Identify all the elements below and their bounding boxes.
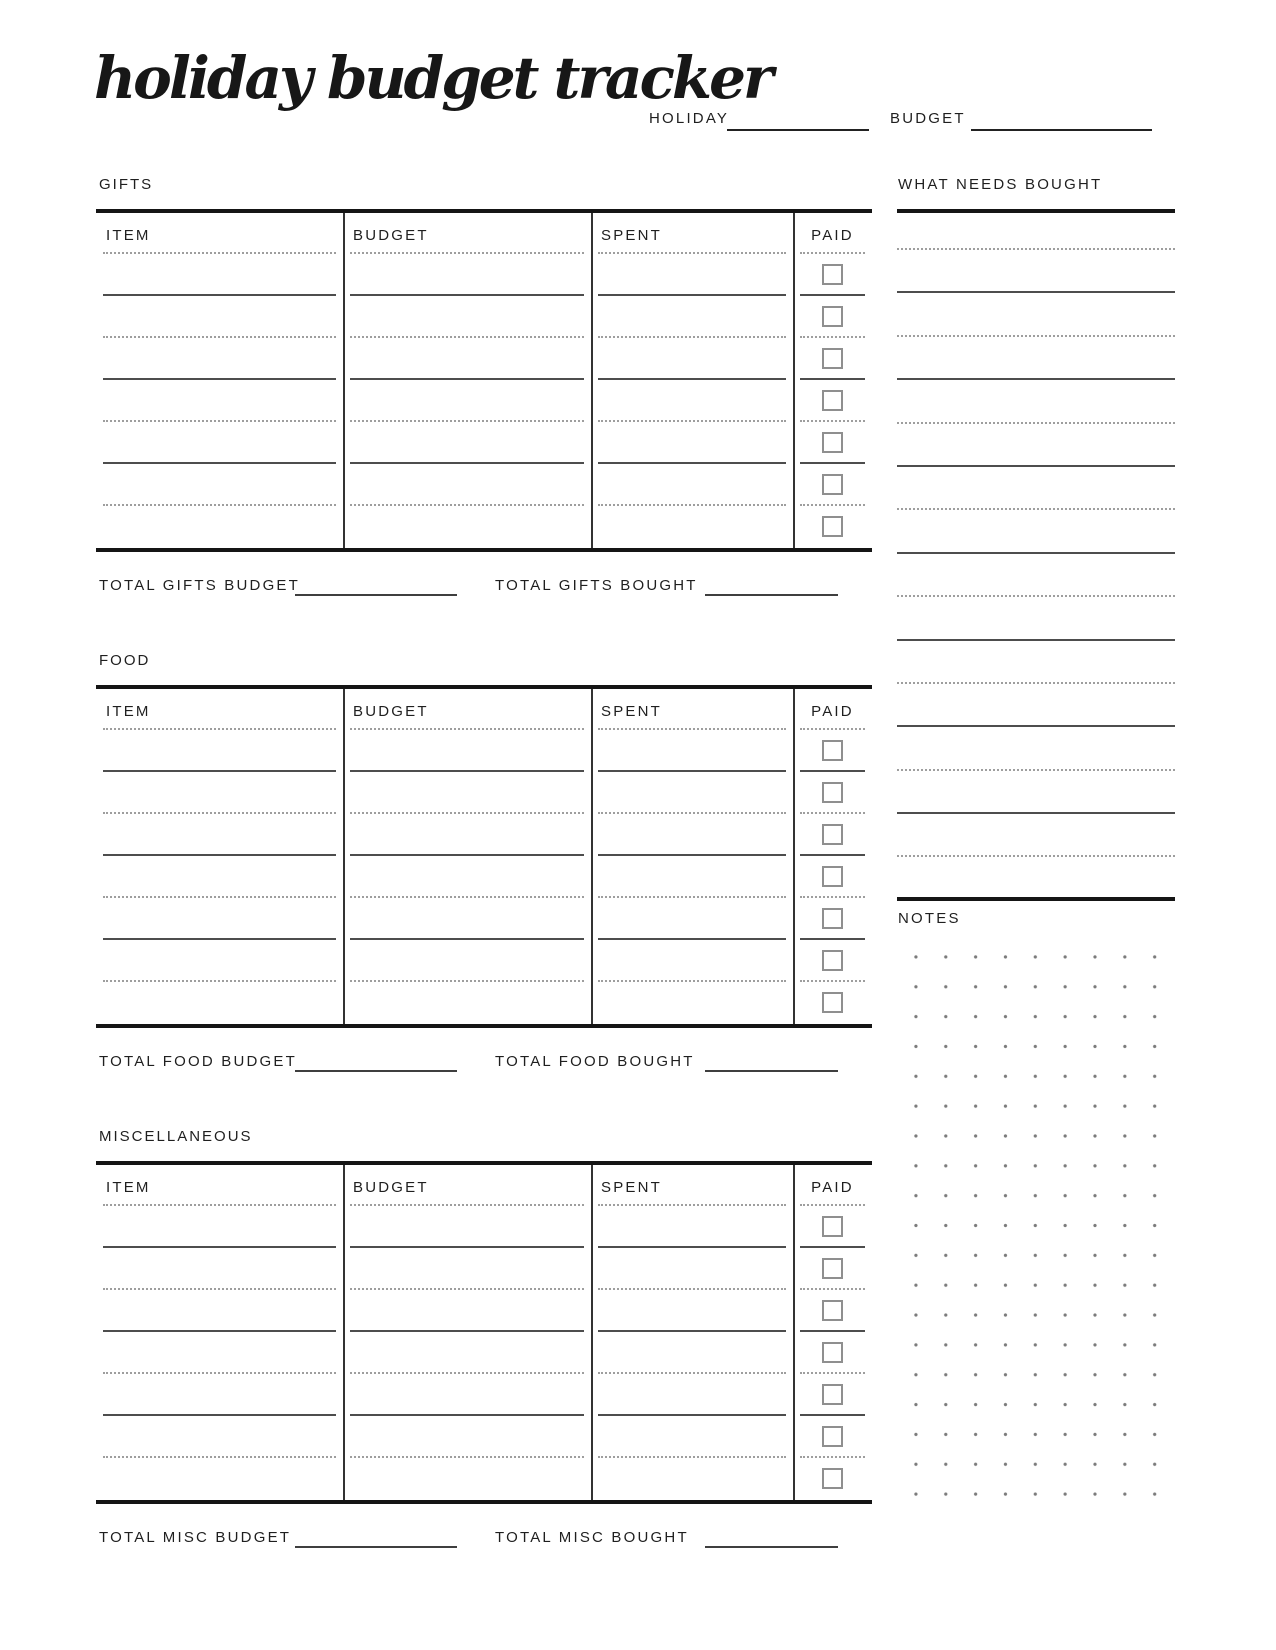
entry-cell[interactable] — [96, 1248, 343, 1290]
entry-cell[interactable] — [591, 1206, 793, 1248]
writing-line[interactable] — [897, 684, 1175, 727]
total-food-bought-label: TOTAL FOOD BOUGHT — [495, 1053, 695, 1070]
paid-cell[interactable] — [793, 1248, 872, 1290]
table-row — [96, 338, 872, 380]
paid-cell[interactable] — [793, 982, 872, 1024]
entry-cell[interactable] — [96, 506, 343, 548]
entry-cell[interactable] — [343, 338, 591, 380]
table-row — [96, 772, 872, 814]
food-table — [96, 685, 872, 1028]
table-row — [96, 1248, 872, 1290]
column-separator-line — [793, 213, 795, 548]
paid-cell[interactable] — [793, 940, 872, 982]
entry-cell[interactable] — [591, 898, 793, 940]
total-food-budget-label: TOTAL FOOD BUDGET — [99, 1053, 297, 1070]
entry-cell[interactable] — [591, 982, 793, 1024]
paid-checkbox[interactable] — [822, 908, 843, 929]
writing-line[interactable] — [897, 380, 1175, 423]
entry-cell[interactable] — [96, 254, 343, 296]
entry-cell[interactable] — [96, 464, 343, 506]
paid-cell[interactable] — [793, 772, 872, 814]
paid-cell[interactable] — [793, 898, 872, 940]
writing-line[interactable] — [897, 597, 1175, 640]
entry-cell[interactable] — [96, 814, 343, 856]
paid-cell[interactable] — [793, 464, 872, 506]
entry-cell[interactable] — [96, 1416, 343, 1458]
entry-cell[interactable] — [343, 982, 591, 1024]
entry-cell[interactable] — [591, 1248, 793, 1290]
writing-line[interactable] — [897, 424, 1175, 467]
table-row — [96, 1374, 872, 1416]
entry-cell[interactable] — [96, 772, 343, 814]
paid-cell[interactable] — [793, 338, 872, 380]
column-header-budget: BUDGET — [343, 1165, 591, 1206]
paid-checkbox[interactable] — [822, 1216, 843, 1237]
entry-cell[interactable] — [96, 422, 343, 464]
column-separator-line — [343, 213, 345, 548]
entry-cell[interactable] — [591, 296, 793, 338]
paid-checkbox[interactable] — [822, 390, 843, 411]
writing-line[interactable] — [897, 293, 1175, 336]
food-totals — [96, 1053, 872, 1077]
table-row — [96, 1206, 872, 1248]
column-separator-line — [793, 689, 795, 1024]
entry-cell[interactable] — [96, 1332, 343, 1374]
table-row — [96, 856, 872, 898]
entry-cell[interactable] — [96, 1206, 343, 1248]
entry-cell[interactable] — [343, 254, 591, 296]
entry-cell[interactable] — [343, 380, 591, 422]
holiday-field-label: HOLIDAY — [649, 110, 730, 127]
shopping-list-heading: WHAT NEEDS BOUGHT — [898, 176, 1103, 193]
entry-cell[interactable] — [591, 254, 793, 296]
total-misc-bought-label: TOTAL MISC BOUGHT — [495, 1529, 689, 1546]
column-separator-line — [591, 1165, 593, 1500]
notes-dot-grid[interactable] — [897, 936, 1175, 1514]
column-header-item: ITEM — [96, 689, 343, 730]
budget-input-line[interactable] — [971, 111, 1152, 131]
shopping-list-lines — [897, 213, 1175, 857]
paid-checkbox[interactable] — [822, 866, 843, 887]
total-misc-budget-label: TOTAL MISC BUDGET — [99, 1529, 292, 1546]
paid-checkbox[interactable] — [822, 516, 843, 537]
entry-cell[interactable] — [591, 730, 793, 772]
paid-checkbox[interactable] — [822, 950, 843, 971]
entry-cell[interactable] — [96, 338, 343, 380]
table-row — [96, 898, 872, 940]
table-header-row — [96, 213, 872, 254]
table-row — [96, 464, 872, 506]
miscellaneous-table — [96, 1161, 872, 1504]
table-row — [96, 814, 872, 856]
table-row — [96, 1458, 872, 1500]
paid-cell[interactable] — [793, 856, 872, 898]
writing-line[interactable] — [897, 727, 1175, 770]
shopping-list-bottom-rule — [897, 897, 1175, 901]
table-row — [96, 982, 872, 1024]
writing-line[interactable] — [897, 771, 1175, 814]
entry-cell[interactable] — [591, 380, 793, 422]
column-header-budget: BUDGET — [343, 213, 591, 254]
paid-cell[interactable] — [793, 422, 872, 464]
paid-cell[interactable] — [793, 1290, 872, 1332]
entry-cell[interactable] — [343, 814, 591, 856]
entry-cell[interactable] — [343, 730, 591, 772]
paid-checkbox[interactable] — [822, 432, 843, 453]
entry-cell[interactable] — [591, 506, 793, 548]
section-miscellaneous — [96, 1128, 872, 1558]
table-row — [96, 940, 872, 982]
entry-cell[interactable] — [591, 1290, 793, 1332]
paid-checkbox[interactable] — [822, 782, 843, 803]
paid-cell[interactable] — [793, 254, 872, 296]
sidebar — [897, 176, 1175, 1521]
writing-line[interactable] — [897, 467, 1175, 510]
gifts-totals — [96, 577, 872, 601]
paid-checkbox[interactable] — [822, 1258, 843, 1279]
misc-totals — [96, 1529, 872, 1553]
entry-cell[interactable] — [96, 380, 343, 422]
paid-cell[interactable] — [793, 506, 872, 548]
paid-cell[interactable] — [793, 730, 872, 772]
entry-cell[interactable] — [591, 940, 793, 982]
column-header-paid: PAID — [793, 689, 872, 730]
paid-checkbox[interactable] — [822, 740, 843, 761]
entry-cell[interactable] — [343, 464, 591, 506]
paid-checkbox[interactable] — [822, 1468, 843, 1489]
table-row — [96, 380, 872, 422]
entry-cell[interactable] — [343, 856, 591, 898]
notes-heading: NOTES — [898, 910, 961, 927]
entry-cell[interactable] — [591, 1416, 793, 1458]
table-row — [96, 730, 872, 772]
entry-cell[interactable] — [343, 296, 591, 338]
table-row — [96, 254, 872, 296]
entry-cell[interactable] — [96, 856, 343, 898]
paid-cell[interactable] — [793, 1458, 872, 1500]
entry-cell[interactable] — [591, 338, 793, 380]
column-header-budget: BUDGET — [343, 689, 591, 730]
entry-cell[interactable] — [96, 898, 343, 940]
entry-cell[interactable] — [343, 898, 591, 940]
entry-cell[interactable] — [96, 296, 343, 338]
paid-checkbox[interactable] — [822, 264, 843, 285]
writing-line[interactable] — [897, 337, 1175, 380]
entry-cell[interactable] — [343, 1332, 591, 1374]
paid-checkbox[interactable] — [822, 824, 843, 845]
column-separator-line — [343, 1165, 345, 1500]
entry-cell[interactable] — [343, 772, 591, 814]
page-title: holiday budget tracker — [94, 44, 771, 112]
section-title-food: FOOD — [99, 652, 151, 669]
writing-line[interactable] — [897, 510, 1175, 553]
total-gifts-budget-label: TOTAL GIFTS BUDGET — [99, 577, 301, 594]
paid-cell[interactable] — [793, 296, 872, 338]
paid-checkbox[interactable] — [822, 992, 843, 1013]
paid-cell[interactable] — [793, 1416, 872, 1458]
writing-line[interactable] — [897, 814, 1175, 857]
paid-cell[interactable] — [793, 1374, 872, 1416]
entry-cell[interactable] — [96, 1290, 343, 1332]
entry-cell[interactable] — [591, 422, 793, 464]
paid-checkbox[interactable] — [822, 1342, 843, 1363]
holiday-input-line[interactable] — [727, 111, 869, 131]
entry-cell[interactable] — [591, 772, 793, 814]
column-header-spent: SPENT — [591, 1165, 793, 1206]
paid-checkbox[interactable] — [822, 306, 843, 327]
gifts-table — [96, 209, 872, 552]
total-gifts-bought-label: TOTAL GIFTS BOUGHT — [495, 577, 698, 594]
total-gifts-bought-line[interactable] — [705, 576, 838, 596]
paid-checkbox[interactable] — [822, 1300, 843, 1321]
writing-line[interactable] — [897, 213, 1175, 250]
entry-cell[interactable] — [343, 506, 591, 548]
column-separator-line — [591, 213, 593, 548]
column-separator-line — [793, 1165, 795, 1500]
column-separator-line — [343, 689, 345, 1024]
paid-cell[interactable] — [793, 1206, 872, 1248]
section-title-gifts: GIFTS — [99, 176, 154, 193]
table-row — [96, 1290, 872, 1332]
table-row — [96, 1416, 872, 1458]
total-misc-bought-line[interactable] — [705, 1528, 838, 1548]
entry-cell[interactable] — [343, 1290, 591, 1332]
paid-checkbox[interactable] — [822, 1426, 843, 1447]
table-row — [96, 506, 872, 548]
paid-cell[interactable] — [793, 380, 872, 422]
total-gifts-budget-line[interactable] — [295, 576, 457, 596]
entry-cell[interactable] — [96, 1458, 343, 1500]
table-header-row — [96, 1165, 872, 1206]
total-food-bought-line[interactable] — [705, 1052, 838, 1072]
paid-checkbox[interactable] — [822, 348, 843, 369]
entry-cell[interactable] — [591, 1458, 793, 1500]
entry-cell[interactable] — [96, 940, 343, 982]
section-title-miscellaneous: MISCELLANEOUS — [99, 1128, 253, 1145]
table-header-row — [96, 689, 872, 730]
entry-cell[interactable] — [591, 856, 793, 898]
entry-cell[interactable] — [343, 1458, 591, 1500]
entry-cell[interactable] — [591, 814, 793, 856]
table-row — [96, 296, 872, 338]
section-gifts — [96, 176, 872, 606]
entry-cell[interactable] — [343, 940, 591, 982]
column-header-paid: PAID — [793, 1165, 872, 1206]
entry-cell[interactable] — [96, 982, 343, 1024]
entry-cell[interactable] — [96, 1374, 343, 1416]
entry-cell[interactable] — [591, 1332, 793, 1374]
entry-cell[interactable] — [591, 464, 793, 506]
column-separator-line — [591, 689, 593, 1024]
entry-cell[interactable] — [343, 1206, 591, 1248]
paid-cell[interactable] — [793, 814, 872, 856]
entry-cell[interactable] — [343, 1248, 591, 1290]
section-food — [96, 652, 872, 1082]
column-header-spent: SPENT — [591, 689, 793, 730]
total-misc-budget-line[interactable] — [295, 1528, 457, 1548]
column-header-paid: PAID — [793, 213, 872, 254]
writing-line[interactable] — [897, 554, 1175, 597]
paid-cell[interactable] — [793, 1332, 872, 1374]
entry-cell[interactable] — [343, 422, 591, 464]
budget-field-label: BUDGET — [890, 110, 966, 127]
writing-line[interactable] — [897, 641, 1175, 684]
paid-checkbox[interactable] — [822, 1384, 843, 1405]
writing-line[interactable] — [897, 250, 1175, 293]
entry-cell[interactable] — [343, 1416, 591, 1458]
column-header-spent: SPENT — [591, 213, 793, 254]
column-header-item: ITEM — [96, 1165, 343, 1206]
paid-checkbox[interactable] — [822, 474, 843, 495]
column-header-item: ITEM — [96, 213, 343, 254]
entry-cell[interactable] — [96, 730, 343, 772]
entry-cell[interactable] — [343, 1374, 591, 1416]
entry-cell[interactable] — [591, 1374, 793, 1416]
table-row — [96, 1332, 872, 1374]
total-food-budget-line[interactable] — [295, 1052, 457, 1072]
table-row — [96, 422, 872, 464]
